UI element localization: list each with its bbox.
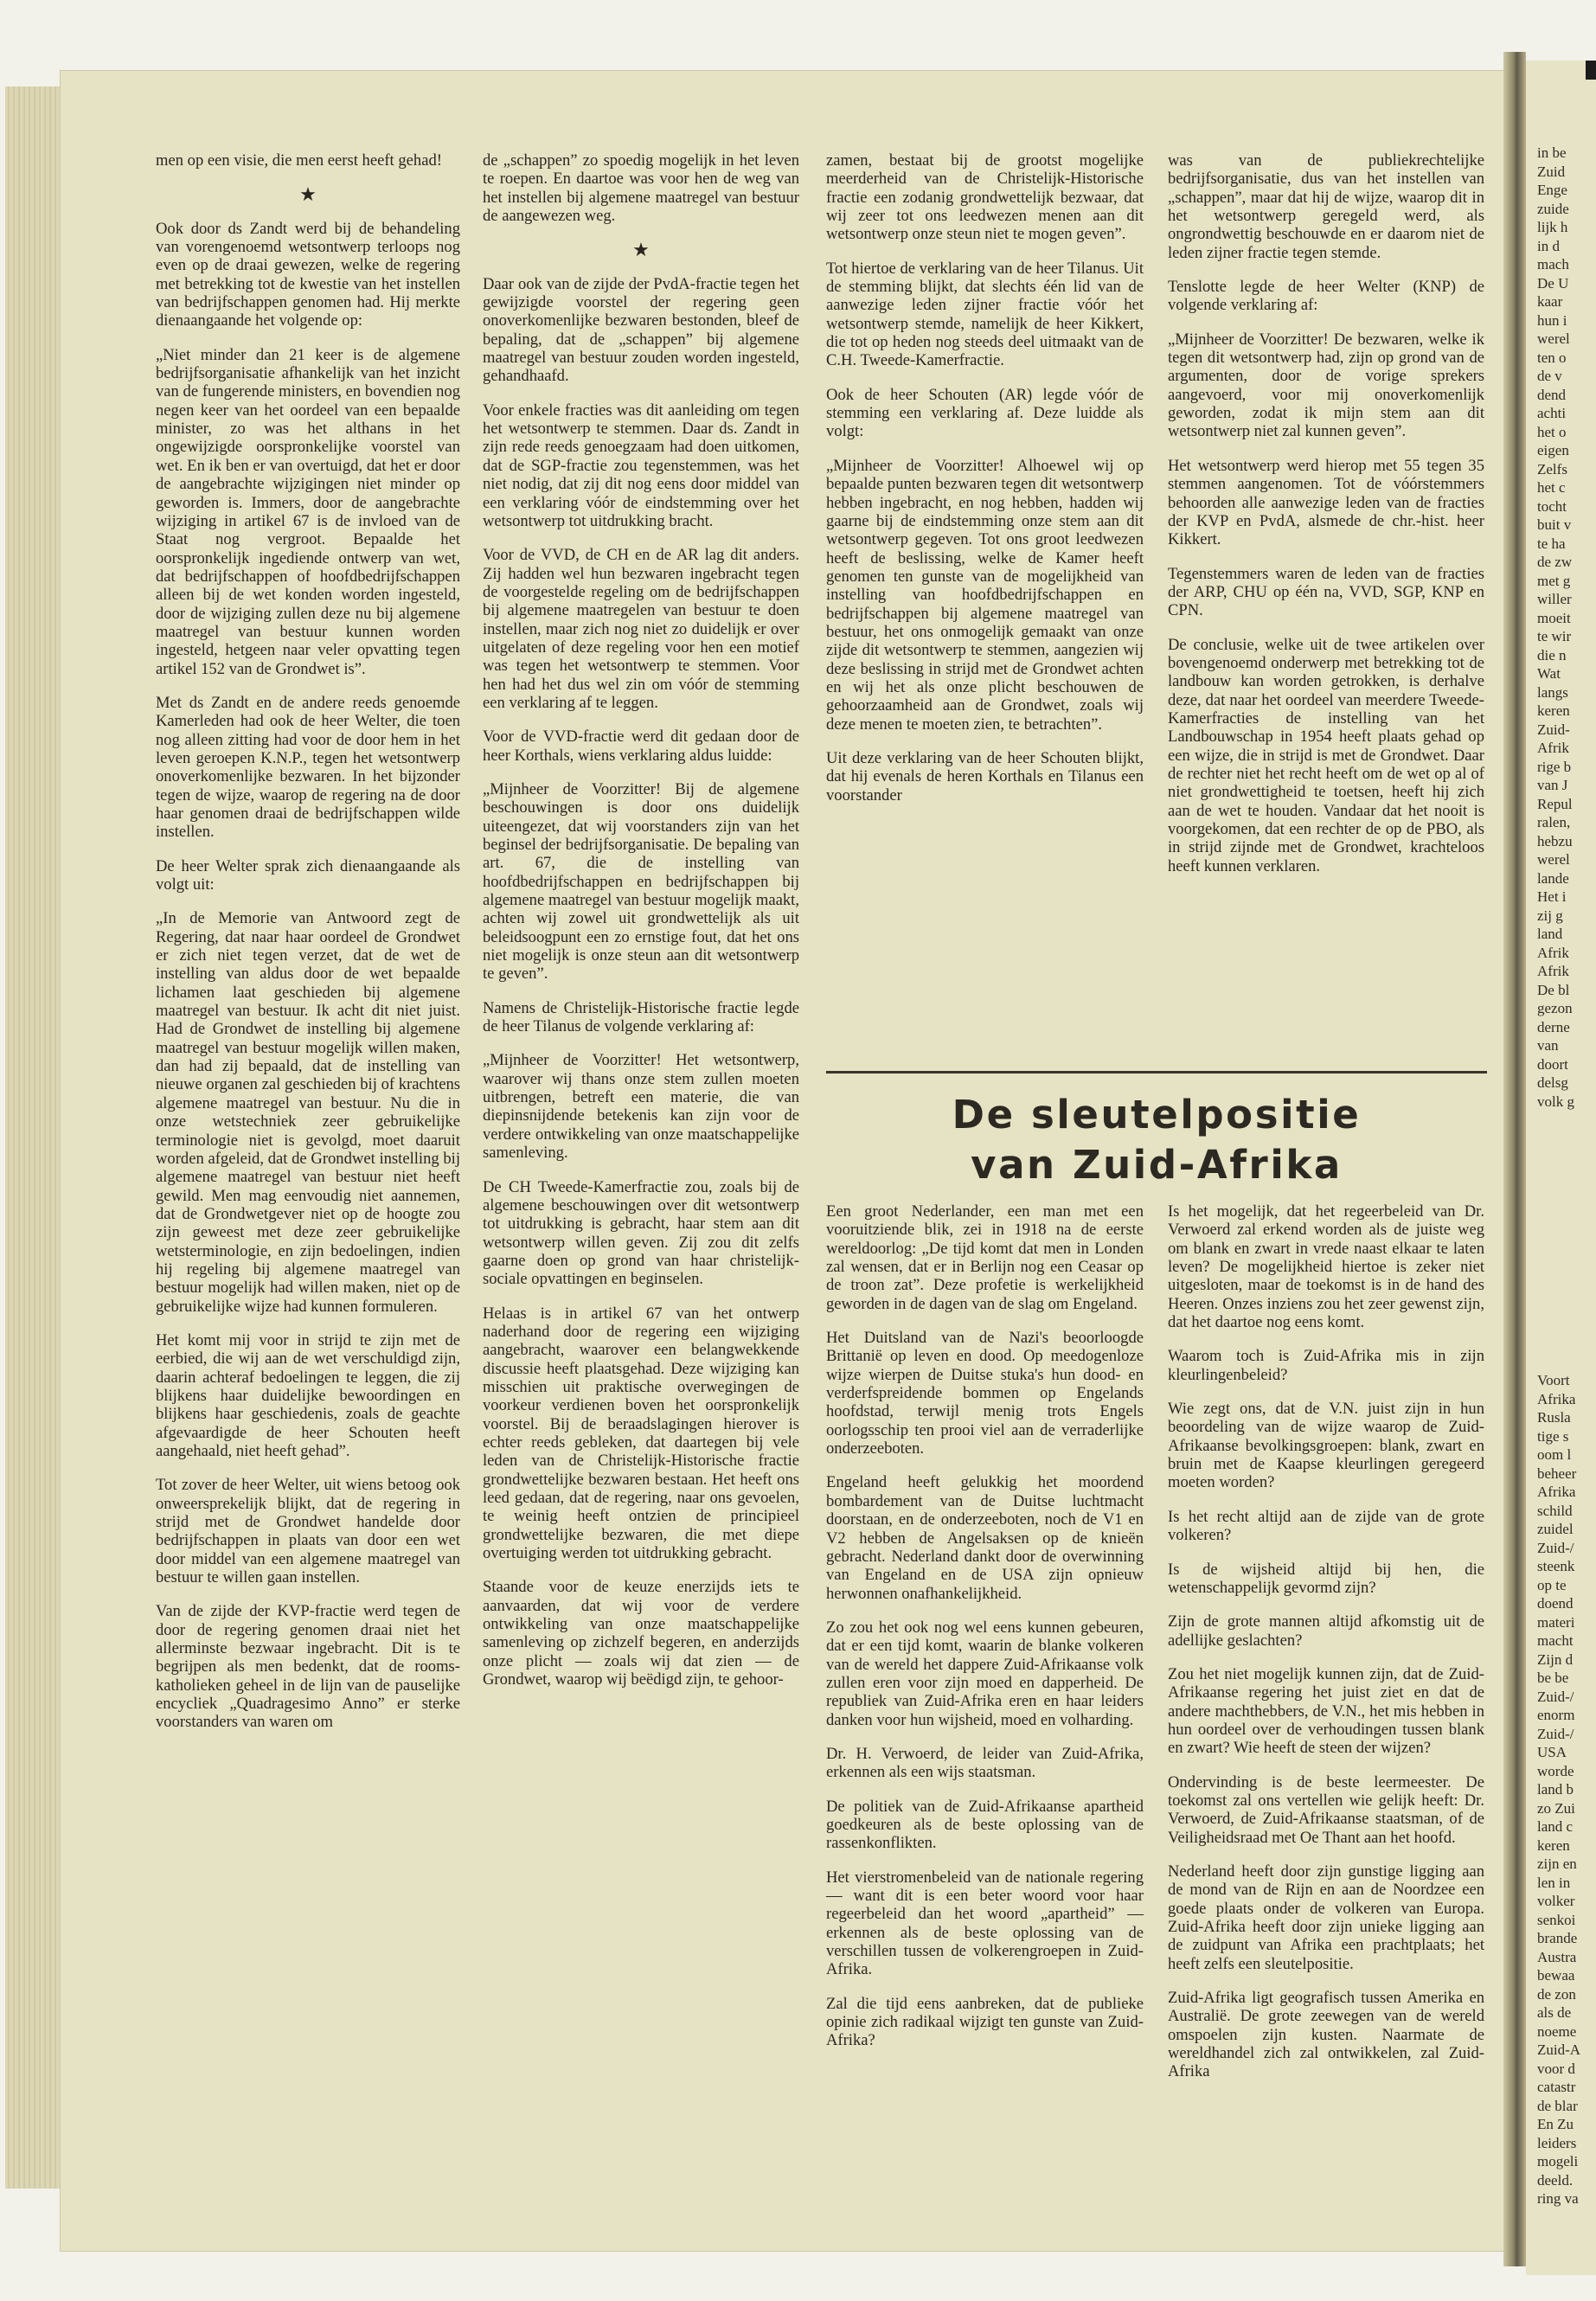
facing-page-line: Austra — [1537, 1948, 1577, 1965]
facing-page-line: langs — [1537, 683, 1568, 701]
facing-page-line: te wir — [1537, 628, 1572, 644]
article1-column-4 — [1168, 151, 1484, 891]
paragraph: Met ds Zandt en de andere reeds genoemde Kamerleden had ook de heer Welter, die toen nog alleen zitting had voor de door hem in het leven geroepen K.N.P., tegen het wetsontwerp onoverkomenlijke bezwaren. In het bijzonder tegen de wijze, waarop de regering na de door haar genomen draai de bedrijfschappen wilde instellen. — [156, 693, 460, 842]
article1-column-2 — [483, 151, 799, 1704]
facing-page-line: als de — [1537, 2004, 1572, 2021]
paragraph: Helaas is in artikel 67 van het ontwerp naderhand door de regering een wijziging aangebracht, waarover een belangwekkende discussie heeft plaatsgehad. Deze wijziging kan misschien uit praktische overwegingen de voorkeur verdienen boven het oorspronkelijk voorstel. Bij de beraadslagingen hierover is echter reeds gebleken, dat daartegen bij vele leden van de Christelijk-Historische fractie grondwettelijke bezwaren bestaan. Het heeft ons leed gedaan, dat de regering, naar ons gevoelen, te weinig heeft ontzien de principieel grondwettelijke bezwaren, die met diepe overtuiging werden tot uitdrukking gebracht. — [483, 1304, 799, 1563]
facing-page-line: Afrik — [1537, 944, 1569, 961]
facing-page-line: ten o — [1537, 349, 1567, 366]
paragraph: „In de Memorie van Antwoord zegt de Regering, dat naar haar oordeel de Grondwet er zich niet tegen verzet, dat de wet de instelling van aldus door de wet bepaalde lichamen laat geschieden bij algemene maatregel van bestuur. Ik acht dit niet juist. Had de Grondwet de instelling bij algemene maatregel van bestuur mogelijk willen maken, dan had zij bepaald, dat de instelling van nieuwe organen zal geschieden bij of krachtens algemene maatregel van bestuur. Nu die in onze wetstechniek zeer gebruikelijke terminologie niet is gevolgd, moet daaruit worden afgeleid, dat de Grondwet instelling bij algemene maatregel van bestuur niet heeft gewild. Men mag eenvoudig niet aannemen, dat de Grondwetgever niet op de hoogte zou zijn geweest met deze zeer gebruikelijke wetsterminologie, en zijn bedoelingen, indien hij regeling bij algemene maatregel van bestuur mogelijk had willen maken, niet op de gebruikelijke wijze had kunnen formuleren. — [156, 909, 460, 1316]
facing-page-line: be be — [1537, 1670, 1569, 1686]
facing-page-line: mach — [1537, 256, 1569, 272]
article1-column-3 — [826, 151, 1144, 820]
paragraph: Het Duitsland van de Nazi's beoorloogde Brittanië op leven en dood. Op meedogenloze wijze wierpen de Duitse stuka's hun dood- en verderfspreidende bommen op Engelands hoofdstad, terwijl menig trots Engels oorlogsschip ten prooi viel aan de verraderlijke onderzeeboten. — [826, 1329, 1144, 1458]
facing-page-line: met g — [1537, 572, 1571, 589]
article2-headline — [826, 1090, 1487, 1190]
facing-page-line: leiders — [1537, 2134, 1577, 2151]
paragraph: Uit deze verklaring van de heer Schouten blijkt, dat hij evenals de heren Korthals en Tilanus een voorstander — [826, 748, 1144, 804]
facing-page-line: zuide — [1537, 200, 1569, 217]
paragraph: De CH Tweede-Kamerfractie zou, zoals bij de algemene beschouwingen over dit wetsontwerp tot uitdrukking is gebracht, haar stem aan dit wetsontwerp willen geven. Zij zou dit zelfs gaarne doen op grond van haar christelijk-sociale opvattingen en beginselen. — [483, 1177, 799, 1289]
facing-page-line: Zuid — [1537, 163, 1566, 180]
facing-page-line: voor d — [1537, 2060, 1575, 2077]
facing-page-line: gezon — [1537, 1000, 1573, 1016]
facing-page-line: doort — [1537, 1055, 1568, 1073]
facing-page-line: brande — [1537, 1930, 1578, 1946]
facing-page-line: dend — [1537, 386, 1567, 403]
book-gutter — [1503, 52, 1526, 2266]
facing-page-line: Repul — [1537, 795, 1573, 812]
facing-page-line: rige b — [1537, 758, 1572, 775]
facing-page-line: Afrik — [1537, 740, 1569, 756]
article1-column-1 — [156, 151, 460, 1747]
facing-page-line: steenk — [1537, 1558, 1575, 1574]
facing-page-line: En Zu — [1537, 2116, 1574, 2132]
paragraph: „Mijnheer de Voorzitter! Het wetsontwerp, waarover wij thans onze stem zullen moeten uitbrengen, betreft een materie, die van diepinsnijdende betekenis kan zijn voor de verdere ontwikkeling van onze maatschappelijke samenleving. — [483, 1051, 799, 1163]
facing-page-line: volk g — [1537, 1093, 1574, 1110]
paragraph: Ook de heer Schouten (AR) legde vóór de stemming een verklaring af. Deze luidde als volgt: — [826, 385, 1144, 441]
paragraph: Zo zou het ook nog wel eens kunnen gebeuren, dat er een tijd komt, waarin de blanke volkeren van de wereld het dappere Zuid-Afrikaanse volk zullen eren voor zijn moed en dapperheid. De republiek van Zuid-Afrika eren en haar leiders danken voor hun wijsheid, moed en volharding. — [826, 1618, 1144, 1729]
facing-page-line: Voort — [1537, 1372, 1570, 1388]
facing-page-line: Wat — [1537, 665, 1561, 682]
paragraph: Het vierstromenbeleid van de nationale regering — want dit is een beter woord voor haar regeerbeleid dan het woord „apartheid” — erkennen als de beste oplossing van de verschillen tussen de volkerengroepen in Zuid-Afrika. — [826, 1868, 1144, 1979]
paragraph: Ondervinding is de beste leermeester. De toekomst zal ons vertellen wie gelijk heeft: Dr. Verwoerd, de Zuid-Afrikaanse staatsman, of de Veiligheidsraad met Oe Thant aan het hoofd. — [1168, 1772, 1484, 1847]
paragraph: Dr. H. Verwoerd, de leider van Zuid-Afrika, erkennen als een wijs staatsman. — [826, 1744, 1144, 1782]
facing-page-line: de blar — [1537, 2097, 1578, 2114]
facing-page-line: de v — [1537, 368, 1562, 384]
paragraph: Zuid-Afrika ligt geografisch tussen Amerika en Australië. De grote zeewegen van de wereld omspoelen zijn kusten. Naarmate de wereldhandel zich zal ontwikkelen, zal Zuid-Afrika — [1168, 1989, 1484, 2081]
facing-page-line: Zuid-/ — [1537, 1688, 1574, 1705]
facing-page-line: buit v — [1537, 516, 1572, 533]
paragraph: Namens de Christelijk-Historische fractie legde de heer Tilanus de volgende verklaring af: — [483, 998, 799, 1036]
facing-page-line: macht — [1537, 1632, 1574, 1649]
facing-page-line: doend — [1537, 1595, 1574, 1612]
facing-page-line: De bl — [1537, 981, 1570, 998]
paragraph: Het wetsontwerp werd hierop met 55 tegen 35 stemmen aangenomen. Tot de vóórstemmers behoorden alle aanwezige leden van de fracties der KVP en PvdA, alsmede de chr.-hist. heer Kikkert. — [1168, 456, 1484, 549]
facing-page-line: Zuid-A — [1537, 2041, 1581, 2058]
paragraph: Is het recht altijd aan de zijde van de grote volkeren? — [1168, 1507, 1484, 1545]
facing-page-line: Zuid-/ — [1537, 1539, 1574, 1556]
headline-line-2: van Zuid-Afrika — [971, 1142, 1343, 1188]
paragraph: Engeland heeft gelukkig het moordend bombardement van de Duitse luchtmacht doorstaan, en de onderzeeboten, noch de V1 en V2 hebben de Angelsaksen op de knieën gebracht. Nederland dankt door de overwinning van Engeland en de USA zijn opnieuw herwonnen onafhankelijkheid. — [826, 1473, 1144, 1603]
facing-page-line: Afrik — [1537, 963, 1569, 979]
facing-page-line: Rusla — [1537, 1409, 1571, 1426]
facing-page-line: Zuid-/ — [1537, 1725, 1574, 1742]
paragraph: De heer Welter sprak zich dienaangaande als volgt uit: — [156, 856, 460, 894]
facing-page-line: kaar — [1537, 293, 1563, 310]
facing-page-line: het o — [1537, 423, 1567, 440]
facing-page-line: ralen, — [1537, 814, 1571, 830]
paragraph: Het komt mij voor in strijd te zijn met de eerbied, die wij aan de wet verschuldigd zijn, daarin achteraf bedoelingen te leggen, die zij blijkens haar duidelijke bewoordingen en blijkens haar geschiedenis, zoals de geachte afgevaardigde de heer Schouten heeft aangehaald, niet heeft gehad”. — [156, 1330, 460, 1460]
facing-page-line: de zw — [1537, 554, 1573, 570]
facing-page-line: materi — [1537, 1613, 1575, 1631]
facing-page-line: enorm — [1537, 1707, 1575, 1723]
facing-page-line: schild — [1537, 1502, 1573, 1519]
facing-page-line: De U — [1537, 274, 1569, 292]
page-stack-edge — [5, 87, 66, 2189]
paragraph: Tot zover de heer Welter, uit wiens betoog ook onweersprekelijk blijkt, dat de regering in strijd met de Grondwet handelde door bedrijfschappen in plaats van door een wet door middel van een algemene maatregel van bestuur te willen gaan instellen. — [156, 1476, 460, 1587]
facing-page-line: zo Zui — [1537, 1799, 1575, 1817]
facing-page-line: Zuid- — [1537, 721, 1570, 738]
paragraph: Van de zijde der KVP-fractie werd tegen de door de regering genomen draai niet het allerminste bezwaar ingebracht. Dit is te begrijpen als men bedenkt, dat de rooms-katholieken geheel in de lijn van de pauselijke encycliek „Quadragesimo Anno” er sterke voorstanders van waren om — [156, 1602, 460, 1732]
facing-page-line: in d — [1537, 237, 1560, 254]
facing-page-line: keren — [1537, 702, 1570, 719]
facing-page-line: het c — [1537, 479, 1566, 496]
facing-page-line: moeit — [1537, 609, 1571, 626]
facing-page-line: Afrika — [1537, 1484, 1576, 1500]
facing-page-line: van J — [1537, 777, 1568, 793]
facing-page-line: land b — [1537, 1781, 1574, 1798]
facing-page-line: oom l — [1537, 1446, 1572, 1463]
facing-page-line: Zelfs — [1537, 460, 1567, 478]
facing-page-line: in be — [1537, 144, 1567, 161]
paragraph: Voor de VVD-fractie werd dit gedaan door de heer Korthals, wiens verklaring aldus luidde: — [483, 727, 799, 765]
article-divider-rule — [826, 1071, 1487, 1074]
facing-page-line: Het i — [1537, 888, 1567, 905]
paragraph: „Niet minder dan 21 keer is de algemene bedrijfsorganisatie afhankelijk van het inzicht van de fungerende ministers, en bovendien nog negen keer van het oordeel van een bepaalde minister, zo was het althans in het ongewijzigde oorspronkelijke voorstel van wet. En ik ben er van overtuigd, dat het er door de aangebrachte wijzigingen niet minder op geworden is. Immers, door de aangebrachte wijziging in artikel 67 is de invloed van de Staat nog vergroot. Bepaalde het oorspronkelijk ingediende ontwerp van wet, dat bedrijfschappen of hoofdbedrijfschappen alleen bij de wet konden worden ingesteld, door de wijziging zullen deze nu bij algemene maatregel van bestuur kunnen worden ingesteld, hetgeen naar veler opvatting tegen artikel 152 van de Grondwet is”. — [156, 345, 460, 678]
facing-page-line: beheer — [1537, 1465, 1577, 1482]
facing-page-line: delsg — [1537, 1074, 1568, 1091]
facing-page-line: mogeli — [1537, 2153, 1579, 2170]
facing-page-line: volker — [1537, 1893, 1575, 1909]
facing-page-line: de zon — [1537, 1985, 1576, 2003]
facing-page-line: catastr — [1537, 2079, 1576, 2095]
paragraph: „Mijnheer de Voorzitter! Alhoewel wij op bepaalde punten bezwaren tegen dit wetsontwerp hebben ingebracht, en nog hebben, hadden wij gaarne bij de eindstemming onze stem aan dit wetsontwerp gegeven. Tot ons groot leedwezen heeft de beslissing, welke de Kamer heeft genomen ten gunste van de mogelijkheid van instelling van hoofdbedrijfschappen en bedrijfschappen bij algemene maatregel van bestuur, het ons onmogelijk gemaakt van onze zijde dit wetsontwerp te stemmen, aangezien wij deze beslissing in strijd met de Grondwet achten en wij het als onze plicht beschouwen de gehoorzaamheid aan de Grondwet, zoals wij deze menen te moeten zien, te betrachten”. — [826, 456, 1144, 734]
facing-page-line: lijk h — [1537, 219, 1568, 235]
paragraph: was van de publiekrechtelijke bedrijfsorganisatie, dus van het instellen van „schappen”, maar dat hij de wijze, waarop dit in het wetsontwerp geregeld werd, als ongrondwettig beschouwde en er daarom niet de leden zijner fractie tegen stemde. — [1168, 151, 1484, 262]
paragraph: „Mijnheer de Voorzitter! Bij de algemene beschouwingen is door ons duidelijk uiteengezet, dat wij voorstanders zijn van het beginsel der bedrijfsorganisatie. De bepaling van art. 67, die de instelling van hoofdbedrijfschappen en bedrijfschappen bij algemene maatregel van bestuur mogelijk maakt, achten wij zowel uit grondwettelijk als uit beleidsoogpunt een zo ernstige fout, dat het ons niet mogelijk is onze steun aan dit wetsontwerp te geven”. — [483, 779, 799, 984]
paragraph: Zou het niet mogelijk kunnen zijn, dat de Zuid-Afrikaanse regering het juist ziet en dat de andere machthebbers, de V.N., het mis hebben in hun oordeel over de verhoudingen tussen blank en zwart? Wie heeft de steen der wijzen? — [1168, 1664, 1484, 1758]
paragraph: Tot hiertoe de verklaring van de heer Tilanus. Uit de stemming blijkt, dat slechts één lid van de aanwezige leden zijner fractie vóór het wetsontwerp stemde, namelijk de heer Kikkert, die tot op heden nog steeds deel uitmaakt van de C.H. Tweede-Kamerfractie. — [826, 259, 1144, 370]
facing-page-line: hun i — [1537, 311, 1567, 329]
facing-page-line: op te — [1537, 1576, 1567, 1593]
facing-page-line: Enge — [1537, 182, 1567, 198]
facing-page-line: werel — [1537, 851, 1570, 868]
paragraph: De politiek van de Zuid-Afrikaanse apartheid goedkeuren als de beste oplossing van de rassenkonflikten. — [826, 1797, 1144, 1853]
facing-page-line: USA — [1537, 1744, 1567, 1760]
section-star-divider: ★ — [632, 239, 650, 261]
page-tab-marker — [1586, 61, 1596, 80]
paragraph: Tegenstemmers waren de leden van de fracties der ARP, CHU op één na, VVD, SGP, KNP en CPN. — [1168, 564, 1484, 620]
facing-page-line: zijn en — [1537, 1856, 1577, 1872]
paragraph: Is de wijsheid altijd bij hen, die wetenschappelijk gevormd zijn? — [1168, 1560, 1484, 1597]
paragraph: Wie zegt ons, dat de V.N. juist zijn in hun beoordeling van de wijze waarop de Zuid-Afrikaanse bevolkingsgroepen: blank, zwart en bruin met de Kaapse kleurlingen geregeerd moeten worden? — [1168, 1400, 1484, 1492]
paragraph: Zijn de grote mannen altijd afkomstig uit de adellijke geslachten? — [1168, 1612, 1484, 1650]
facing-page-text-bottom — [1537, 1371, 1591, 2208]
paragraph: Ook door ds Zandt werd bij de behandeling van vorengenoemd wetsontwerp terloops nog even op de draai gewezen, welke de regering met betrekking tot de kwestie van het instellen van bedrijfschappen genomen had. Hij merkte dienaangaande het volgende op: — [156, 219, 460, 330]
facing-page-line: noeme — [1537, 2022, 1577, 2040]
facing-page-text-top — [1537, 144, 1591, 1111]
headline-line-1: De sleutelpositie — [952, 1092, 1362, 1138]
facing-page-line: werel — [1537, 330, 1570, 347]
facing-page-line: senkoi — [1537, 1911, 1576, 1928]
facing-page-line: land c — [1537, 1818, 1574, 1835]
facing-page-line: Afrika — [1537, 1390, 1576, 1407]
facing-page-line: derne — [1537, 1018, 1570, 1035]
paragraph: Waarom toch is Zuid-Afrika mis in zijn kleurlingenbeleid? — [1168, 1347, 1484, 1384]
facing-page-line: bewaa — [1537, 1967, 1575, 1984]
paragraph: Een groot Nederlander, een man met een vooruitziende blik, zei in 1918 na de eerste wereldoorlog: „De tijd komt dat men in Londen zal wensen, dat er in Berlijn nog een Ceasar op de troon zat”. Deze profetie is werkelijkheid geworden in de dagen van de slag om Engeland. — [826, 1202, 1144, 1313]
facing-page-line: tige s — [1537, 1427, 1569, 1445]
article2-column-2 — [1168, 1202, 1484, 2097]
paragraph: Nederland heeft door zijn gunstige ligging aan de mond van de Rijn en aan de Noordzee een goede plaats onder de volkeren van Europa. Zuid-Afrika heeft door zijn unieke ligging aan de zuidpunt van Afrika een prachtplaats; het heeft zelfs een sleutelpositie. — [1168, 1862, 1484, 1973]
facing-page-line: lande — [1537, 869, 1569, 887]
paragraph: zamen, bestaat bij de grootst mogelijke meerderheid van de Christelijk-Historische fractie een zodanig grondwettelijk bezwaar, dat wij zeer tot ons leedwezen menen aan dit wetsontwerp onze steun niet te mogen geven”. — [826, 151, 1144, 244]
paragraph: „Mijnheer de Voorzitter! De bezwaren, welke ik tegen dit wetsontwerp had, zijn op grond van de argumenten, door de vorige sprekers aangevoerd, voor mij onoverkomenlijk geworden, zodat ik mijn stem aan dit wetsontwerp niet zal kunnen geven”. — [1168, 330, 1484, 441]
facing-page-line: willer — [1537, 591, 1572, 607]
paragraph: Voor de VVD, de CH en de AR lag dit anders. Zij hadden wel hun bezwaren ingebracht tegen de voorgestelde regeling om de bedrijfschappen bij algemene maatregelen van bestuur te doen instellen, maar zich nog niet zo duidelijk er over uitgelaten of deze regeling voor hen een motief was tegen het wetsontwerp te stemmen. Voor hen had het dus wel zin om vóór de stemming een verklaring af te leggen. — [483, 546, 799, 712]
facing-page-line: zij g — [1537, 907, 1563, 924]
facing-page-line: zuidel — [1537, 1521, 1574, 1537]
facing-page-line: hebzu — [1537, 832, 1573, 849]
paragraph: Staande voor de keuze enerzijds iets te aanvaarden, dat wij voor de verdere ontwikkeling van onze maatschappelijke samenleving op zichzelf begeren, en anderzijds onze plicht — zoals wij dat zien — de Grondwet, waarop wij beëdigd zijn, te gehoor- — [483, 1578, 799, 1689]
section-star-divider: ★ — [299, 183, 317, 206]
article2-column-1 — [826, 1202, 1144, 2066]
paragraph: Is het mogelijk, dat het regeerbeleid van Dr. Verwoerd zal erkend worden als de juiste weg om blank en zwart in vrede naast elkaar te laten leven? De mogelijkheid hiertoe is zeker niet uitgesloten, maar de toekomst is in de hand des Heeren. Onzes inziens zou het zeer gewenst zijn, dat het daartoe nog eens komt. — [1168, 1202, 1484, 1332]
facing-page-line: keren — [1537, 1836, 1570, 1854]
facing-page-line: tocht — [1537, 497, 1567, 515]
facing-page-line: ring va — [1537, 2190, 1579, 2207]
facing-page-line: len in — [1537, 1874, 1571, 1891]
paragraph: de „schappen” zo spoedig mogelijk in het leven te roepen. En daartoe was voor hen de weg van het instellen bij algemene maatregel van bestuur de aangewezen weg. — [483, 151, 799, 226]
facing-page-line: te ha — [1537, 535, 1566, 552]
facing-page-line: worde — [1537, 1762, 1574, 1779]
paragraph: Zal die tijd eens aanbreken, dat de publieke opinie zich radikaal wijzigt ten gunste van Zuid-Afrika? — [826, 1994, 1144, 2050]
facing-page-line: achti — [1537, 405, 1567, 421]
paragraph: Tenslotte legde de heer Welter (KNP) de volgende verklaring af: — [1168, 278, 1484, 315]
paragraph: Voor enkele fracties was dit aanleiding om tegen het wetsontwerp te stemmen. Daar ds. Zandt in zijn rede reeds genoegzaam had doen uitkomen, dat de SGP-fractie zou tegenstemmen, was het niet nodig, dat zij dit nog eens door middel van een verklaring vóór de eindstemming over het wetsontwerp tot uitdrukking bracht. — [483, 401, 799, 530]
facing-page-line: deeld. — [1537, 2171, 1574, 2189]
paragraph: Daar ook van de zijde der PvdA-fractie tegen het gewijzigde voorstel der regering geen onoverkomenlijke bezwaren bestonden, bleef de bepaling, dat de „schappen” bij algemene maatregel van bestuur zouden worden ingesteld, gehandhaafd. — [483, 274, 799, 386]
paragraph: De conclusie, welke uit de twee artikelen over bovengenoemd onderwerp met betrekking tot de landbouw kan worden getrokken, is derhalve deze, dat naar het oordeel van meerdere Tweede-Kamerfracties de instelling van het Landbouwschap in 1954 heeft plaats gehad op een wijze, die in strijd is met de Grondwet. Daar de rechter niet het recht heeft om de wet op al of niet grondwettigheid te toetsen, heeft hij zich aan de wet te houden. Vandaar dat het nooit is voorgekomen, dat een rechter de op de PBO, als in strijd zijnde met de Grondwet, krachteloos heeft kunnen verklaren. — [1168, 635, 1484, 875]
paragraph: men op een visie, die men eerst heeft gehad! — [156, 151, 442, 170]
facing-page-line: eigen — [1537, 442, 1569, 458]
facing-page-line: Zijn d — [1537, 1650, 1574, 1668]
facing-page-line: land — [1537, 926, 1563, 942]
facing-page-line: die n — [1537, 646, 1567, 663]
facing-page-line: van — [1537, 1037, 1559, 1054]
